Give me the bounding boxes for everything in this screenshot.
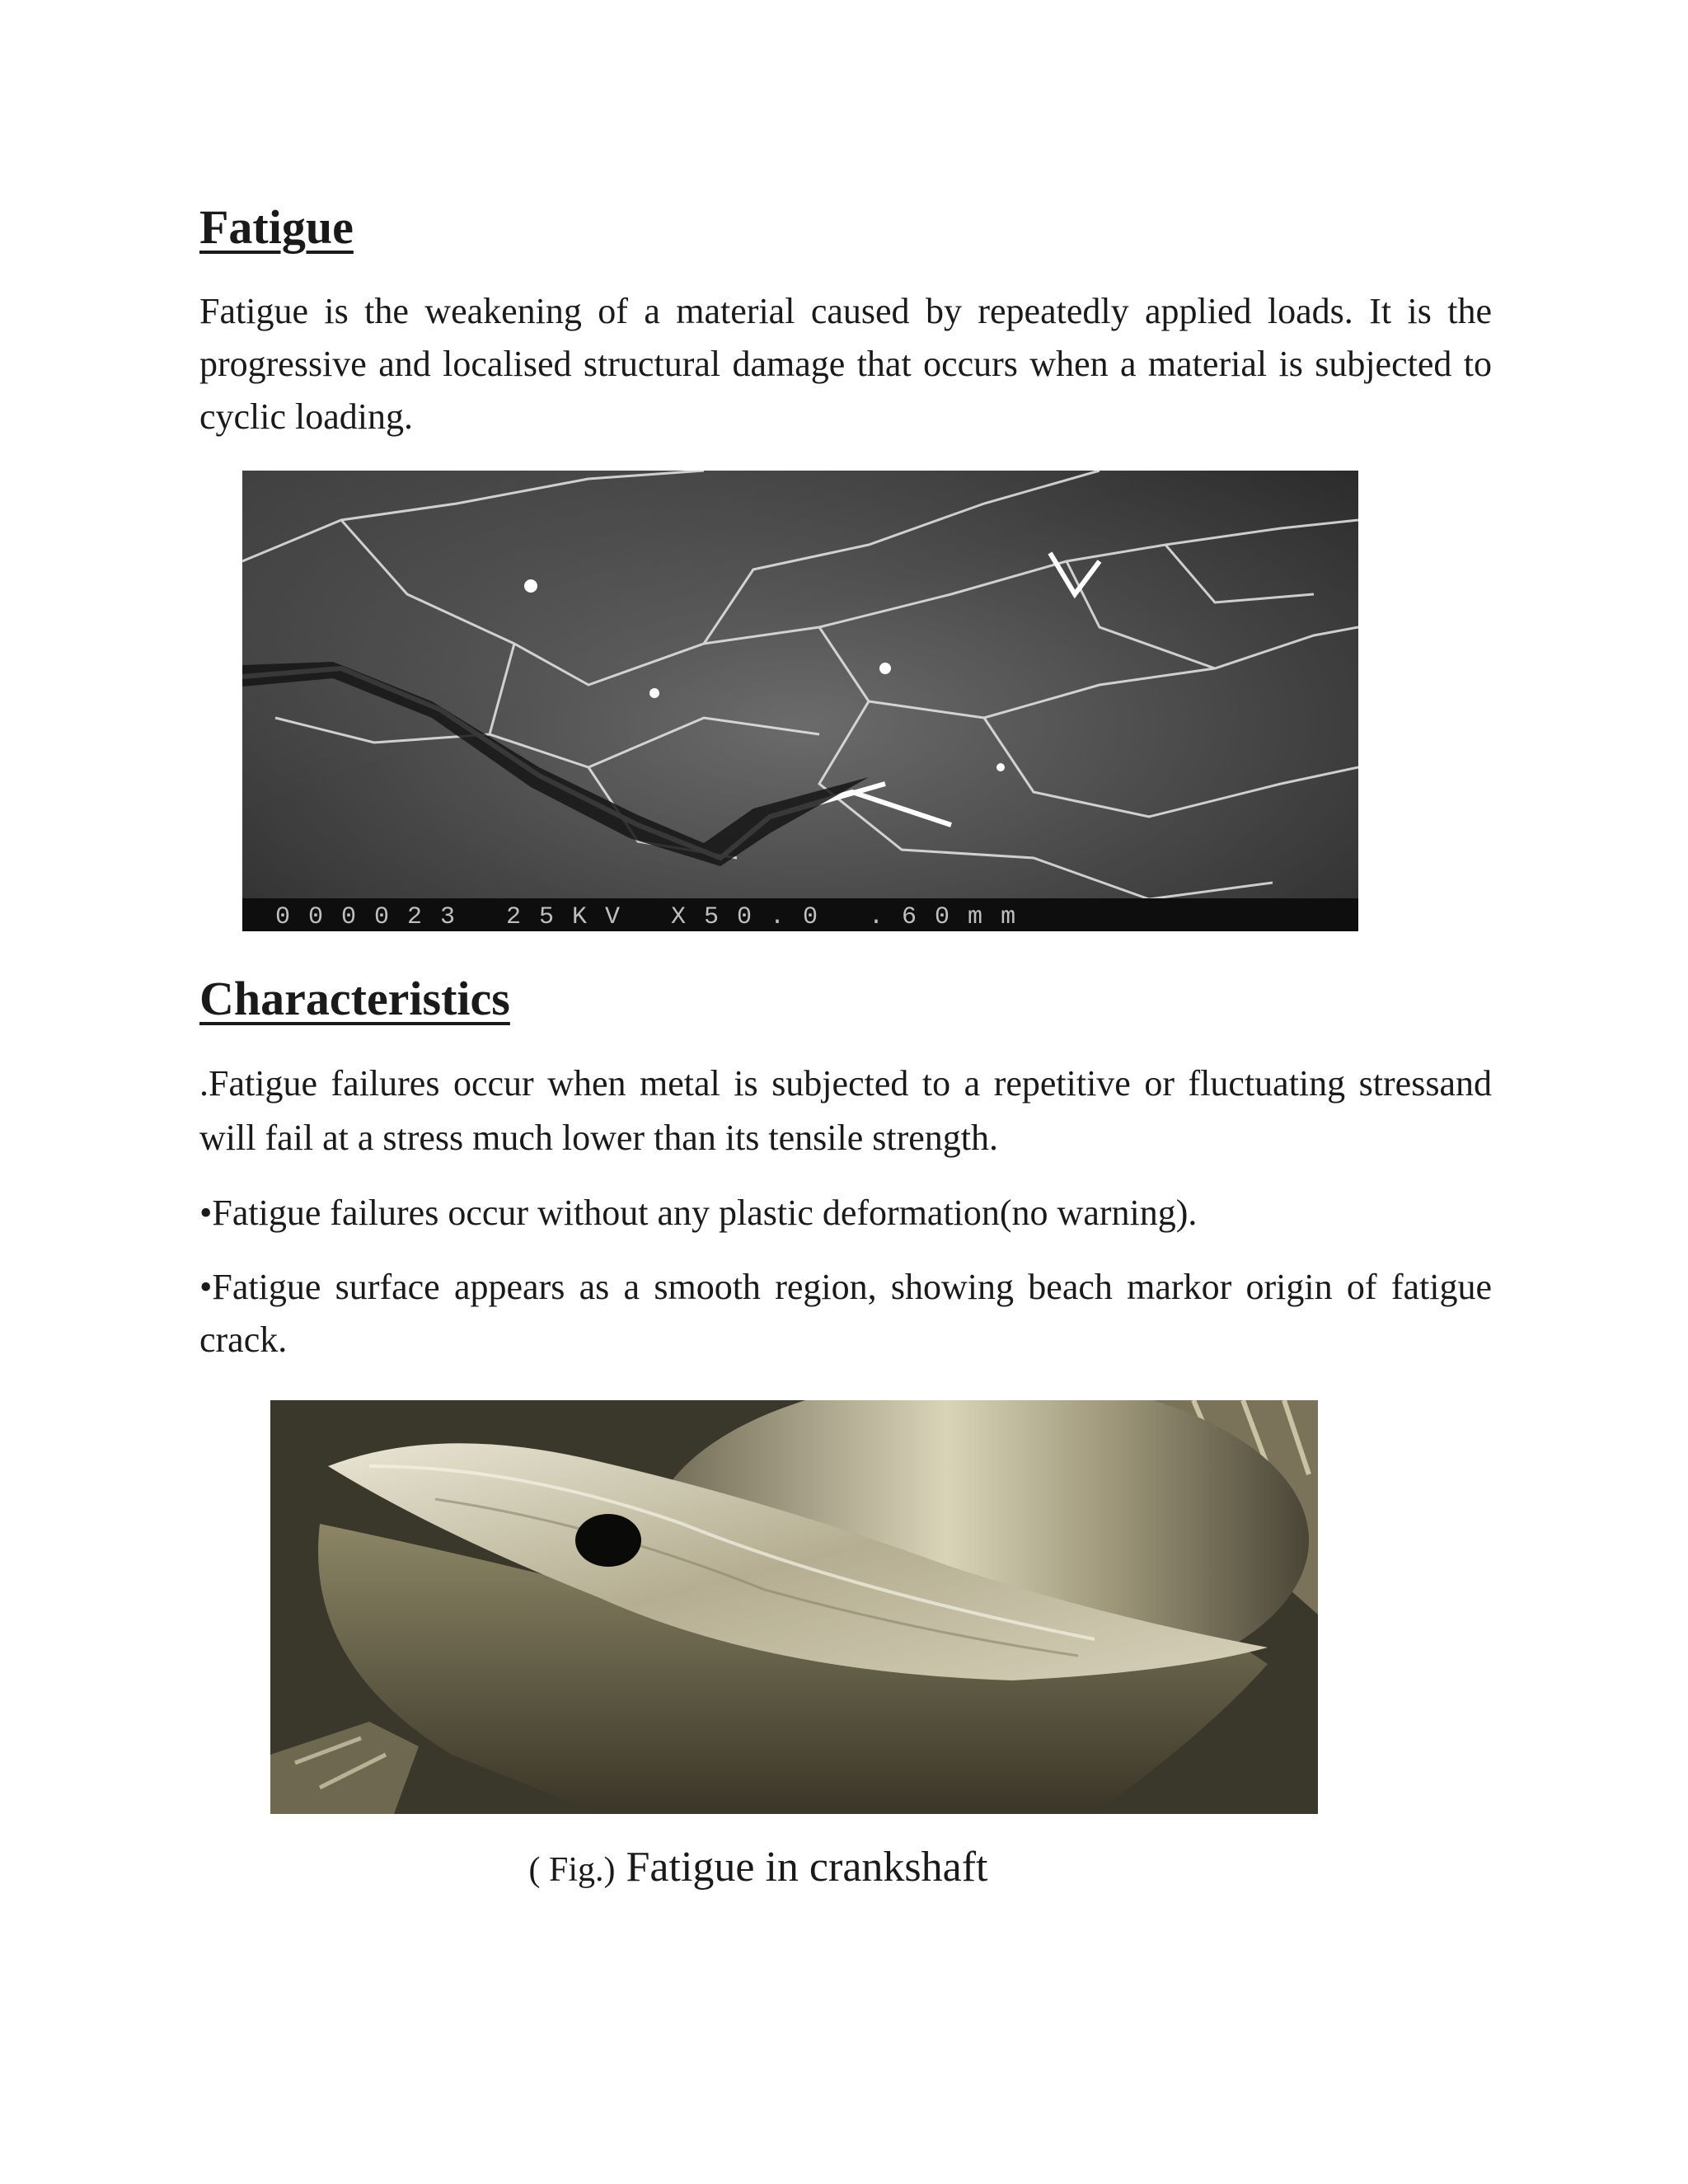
section-heading-fatigue: Fatigue: [199, 200, 354, 254]
micrograph-cracks-graphic: [242, 471, 1358, 931]
crankshaft-graphic: [270, 1400, 1318, 1814]
figure-caption-label: ( Fig.): [528, 1851, 616, 1889]
characteristic-bullet-2: •Fatigue failures occur without any plastic deformation(no warning).: [199, 1193, 1198, 1233]
crankshaft-fatigue-photo: [270, 1400, 1318, 1814]
characteristic-bullet-1: .Fatigue failures occur when metal is subjected to a repetitive or fluctuating stressand will fail at a stress much lower than its tensile strength.: [199, 1063, 1492, 1158]
micrograph-scale-bar-text: 000023 25KV X50.0 .60mm: [275, 903, 1034, 931]
fatigue-fracture-micrograph: [242, 471, 1358, 931]
fatigue-definition-paragraph: Fatigue is the weakening of a material caused by repeatedly applied loads. It is the progressive and localised structural damage that occurs when a material is subjected to cyclic loading.: [199, 291, 1492, 437]
figure-caption: [0, 1846, 1517, 1889]
figure-caption-text: Fatigue in crankshaft: [626, 1844, 988, 1891]
section-heading-characteristics: Characteristics: [199, 972, 510, 1025]
characteristic-bullet-3: •Fatigue surface appears as a smooth region, showing beach markor origin of fatigue crack.: [199, 1267, 1492, 1360]
